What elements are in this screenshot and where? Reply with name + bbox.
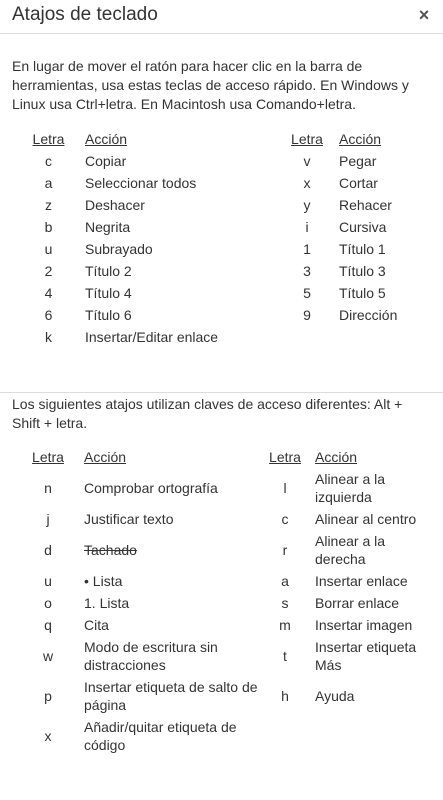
shortcut-table-ctrl xyxy=(26,128,406,348)
shortcut-key: j xyxy=(46,511,50,527)
shortcut-key: y xyxy=(303,197,311,213)
shortcut-action: Cortar xyxy=(339,175,378,191)
table-header-row xyxy=(26,128,406,150)
table-row xyxy=(26,530,426,570)
dialog-header xyxy=(0,0,443,34)
shortcut-action: Copiar xyxy=(85,153,127,169)
shortcut-action: Añadir/quitar etiqueta de código xyxy=(84,719,237,753)
section-divider xyxy=(0,392,443,393)
shortcut-key: k xyxy=(45,329,52,345)
shortcut-key xyxy=(286,326,328,348)
table-row xyxy=(26,676,426,716)
action-header: Acción xyxy=(85,131,128,147)
shortcut-action: Insertar/Editar enlace xyxy=(85,329,219,345)
shortcut-key: u xyxy=(44,241,53,257)
shortcut-key: o xyxy=(44,595,52,611)
table-header-row xyxy=(26,446,426,468)
action-header: Acción xyxy=(84,449,127,465)
shortcut-action: Título 6 xyxy=(85,307,132,323)
shortcut-key: s xyxy=(281,595,289,611)
shortcut-key: r xyxy=(282,542,288,558)
table-row xyxy=(26,614,426,636)
shortcut-action: Modo de escritura sin distracciones xyxy=(84,639,218,673)
shortcut-action: Alinear a la derecha xyxy=(315,533,386,567)
shortcut-action: Alinear al centro xyxy=(315,511,417,527)
shortcut-key: v xyxy=(303,153,311,169)
shortcut-key: x xyxy=(44,728,52,744)
shortcut-key: 4 xyxy=(44,285,53,301)
shortcut-key: t xyxy=(283,648,287,664)
shortcut-action: Justificar texto xyxy=(84,511,174,527)
shortcut-action: Insertar etiqueta de salto de página xyxy=(84,679,258,713)
shortcut-key xyxy=(260,716,310,756)
table-row xyxy=(26,172,406,194)
shortcut-action: Insertar imagen xyxy=(315,617,413,633)
shortcut-key: 6 xyxy=(44,307,53,323)
table-row xyxy=(26,260,406,282)
close-icon[interactable]: × xyxy=(418,5,430,25)
table-row xyxy=(26,716,426,756)
shortcut-key: n xyxy=(44,480,52,496)
shortcut-key: c xyxy=(281,511,289,527)
table-row xyxy=(26,238,406,260)
table-row xyxy=(26,636,426,676)
shortcut-key: 9 xyxy=(303,307,311,323)
shortcut-action: Título 5 xyxy=(339,285,386,301)
table-row xyxy=(26,508,426,530)
shortcut-action: Título 1 xyxy=(339,241,386,257)
letter-header: Letra xyxy=(32,449,64,465)
shortcut-action: Negrita xyxy=(85,219,131,235)
shortcut-action: Cita xyxy=(84,617,109,633)
shortcut-key: 2 xyxy=(44,263,53,279)
table-row xyxy=(26,150,406,172)
action-header: Acción xyxy=(339,131,382,147)
shortcut-key: a xyxy=(281,573,289,589)
shortcut-action xyxy=(310,716,426,756)
shortcut-action: Alinear a la izquierda xyxy=(315,471,386,505)
shortcut-action: Insertar etiqueta Más xyxy=(315,639,417,673)
shortcut-action: Cursiva xyxy=(339,219,387,235)
alt-shift-intro-text: Los siguientes atajos utilizan claves de acceso diferentes: Alt + Shift + letra. xyxy=(12,396,403,431)
shortcut-key: z xyxy=(45,197,52,213)
intro-text: En lugar de mover el ratón para hacer clic en la barra de herramientas, usa estas teclas de acceso rápido. En Windows y Linux usa Ctrl+letra. En Macintosh usa Comando+letra. xyxy=(12,58,409,112)
table-row xyxy=(26,326,406,348)
shortcut-key: p xyxy=(44,688,52,704)
shortcut-action: Título 3 xyxy=(339,263,386,279)
shortcut-action: • Lista xyxy=(84,573,123,589)
shortcut-action: Pegar xyxy=(339,153,377,169)
shortcut-action: Insertar enlace xyxy=(315,573,408,589)
shortcut-key: m xyxy=(279,617,291,633)
letter-header: Letra xyxy=(32,131,65,147)
letter-header: Letra xyxy=(291,131,323,147)
action-header: Acción xyxy=(315,449,358,465)
shortcut-action: Rehacer xyxy=(339,197,392,213)
shortcut-key: l xyxy=(283,480,287,496)
dialog-title: Atajos de teclado xyxy=(12,4,158,25)
shortcut-key: b xyxy=(44,219,53,235)
shortcut-key: u xyxy=(44,573,52,589)
shortcut-action xyxy=(328,326,406,348)
shortcut-key: w xyxy=(42,648,54,664)
shortcut-key: i xyxy=(305,219,309,235)
shortcut-action: Subrayado xyxy=(85,241,153,257)
shortcut-key: h xyxy=(281,688,289,704)
shortcut-action: Tachado xyxy=(84,542,137,558)
table-row xyxy=(26,216,406,238)
shortcut-action: 1. Lista xyxy=(84,595,130,611)
shortcut-key: 3 xyxy=(303,263,311,279)
shortcut-action: Comprobar ortografía xyxy=(84,480,218,496)
shortcut-key: x xyxy=(303,175,311,191)
shortcut-table-alt-shift xyxy=(26,446,426,756)
table-row xyxy=(26,304,406,326)
table-row xyxy=(26,468,426,508)
shortcut-action: Ayuda xyxy=(315,688,355,704)
shortcut-key: c xyxy=(45,153,52,169)
table-row xyxy=(26,194,406,216)
shortcut-key: 1 xyxy=(303,241,311,257)
table-row xyxy=(26,570,426,592)
shortcut-action: Dirección xyxy=(339,307,398,323)
shortcut-key: q xyxy=(44,617,52,633)
shortcut-action: Deshacer xyxy=(85,197,145,213)
letter-header: Letra xyxy=(269,449,301,465)
shortcut-key: a xyxy=(44,175,53,191)
shortcut-key: 5 xyxy=(303,285,311,301)
shortcut-action: Seleccionar todos xyxy=(85,175,197,191)
shortcut-action: Borrar enlace xyxy=(315,595,400,611)
shortcut-action: Título 4 xyxy=(85,285,132,301)
table-row xyxy=(26,592,426,614)
shortcut-key: d xyxy=(44,542,52,558)
shortcut-action: Título 2 xyxy=(85,263,132,279)
table-row xyxy=(26,282,406,304)
